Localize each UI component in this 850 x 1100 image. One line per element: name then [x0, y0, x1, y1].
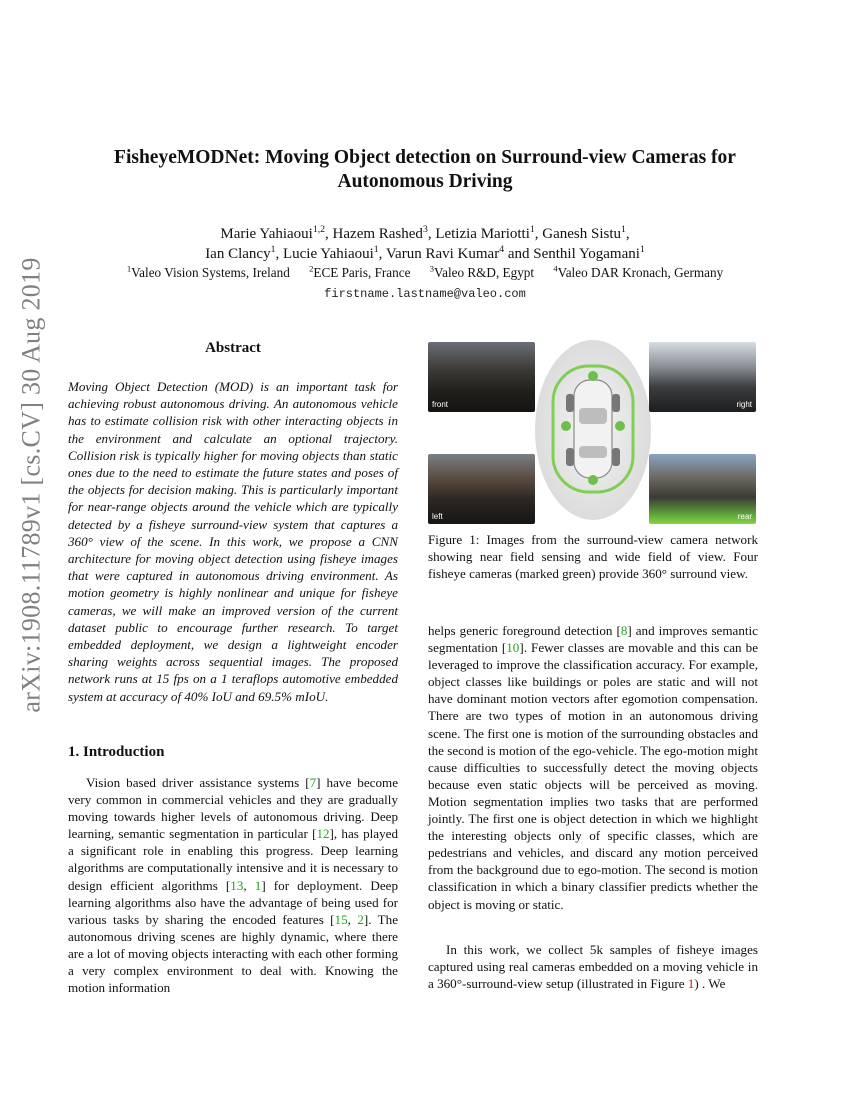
paper-title	[60, 146, 790, 194]
citation-link[interactable]: 12	[316, 826, 330, 842]
left-camera-marker	[561, 421, 571, 431]
author-affil: 1	[621, 224, 626, 235]
abstract-heading: Abstract	[205, 340, 261, 356]
author-line-2: Ian Clancy$^1$, Lucie Yahiaoui$^1$, Varun Ravi Kumar$^4$ and Senthil Yogamani$^1$	[205, 244, 645, 262]
figure-caption: Figure 1: Images from the surround-view camera network showing near field sensing and wide field of view. Four fisheye cameras (marked green) provide 360° surround view.	[428, 532, 758, 582]
affiliation: $^2$ECE Paris, France	[309, 263, 411, 280]
left-camera-image	[428, 454, 535, 524]
and-word: and	[507, 246, 530, 262]
author-name: Ganesh Sistu	[542, 226, 621, 242]
car-body	[574, 380, 612, 478]
rear-window	[579, 446, 607, 458]
author-name: Ian Clancy	[205, 246, 271, 262]
affiliation: $^1$Valeo Vision Systems, Ireland	[126, 263, 290, 280]
right-label: right	[736, 400, 752, 409]
right-camera-marker	[615, 421, 625, 431]
figure-ref-link[interactable]: 1	[687, 976, 695, 992]
author-affil: 1	[270, 244, 276, 255]
author-affil: 1	[373, 244, 379, 255]
author-affil: 4	[499, 244, 505, 255]
windshield	[579, 408, 607, 424]
front-camera-marker	[588, 371, 598, 381]
rear-label: rear	[737, 512, 752, 521]
title-line-2: Autonomous Driving	[337, 171, 513, 192]
author-affil: 1,2	[312, 224, 326, 235]
author-line-1: Marie Yahiaoui$^{1,2}$, Hazem Rashed$^3$, Letizia Mariotti$^1$, Ganesh Sistu$^1$,	[220, 224, 630, 242]
rear-camera-marker	[588, 475, 598, 485]
author-affil: 1	[639, 244, 645, 255]
figure-1	[428, 338, 758, 524]
intro-paragraph: Vision based driver assistance systems [7] have become very common in commercial vehicles and they are gradually moving towards higher levels of autonomous driving. Deep learning, semantic segmentation in particular [12], has played a significant role in enabling this progress. Deep learning algorithms are computationally intensive and it is necessary to design efficient algorithms [13, 1] for deployment. Deep learning algorithms also have the advantage of being used for various tasks by sharing the encoded features [15, 2]. The autonomous driving scenes are highly dynamic, where there are a lot of moving objects interacting with each other forming a very complex environment to deal with. Knowing the motion information	[68, 775, 399, 996]
citation-link[interactable]: 13	[230, 877, 244, 893]
author-name: Marie Yahiaoui	[220, 226, 313, 242]
intro-paragraph-continued: helps generic foreground detection [8] and improves semantic segmentation [10]. Fewer classes are movable and this can be leveraged to improve the classification accuracy. For example, object classes like buildings or poles are static and will not have dominant motion vectors after egomotion compensation. There are two types of motion in an autonomous driving scene. The first one is motion of the surrounding obstacles and the second is motion of the ego-vehicle. The ego-motion might cause difficulties to successfully detect the moving objects because even static objects will be perceived as moving. Motion segmentation implies two tasks that are performed jointly. The first one is object detection in which we highlight the interesting objects only of specific classes, which are pedestrians and vehicles, and discard any motion perceived from the background due to ego-motion. The second is motion classification in which a binary classifier predicts whether the object is moving or static.	[428, 623, 759, 912]
wheel	[566, 394, 574, 412]
author-list	[60, 224, 790, 264]
rear-camera-image	[649, 454, 756, 524]
citation-link[interactable]: 8	[620, 623, 628, 638]
citation-link[interactable]: 2	[357, 911, 364, 927]
author-name: Senthil Yogamani	[533, 246, 640, 262]
citation-link[interactable]: 10	[506, 640, 520, 656]
author-name: Varun Ravi Kumar	[385, 246, 500, 262]
affiliation: $^3$Valeo R&D, Egypt	[429, 263, 535, 280]
wheel	[612, 394, 620, 412]
author-name: Letizia Mariotti	[435, 226, 530, 242]
wheel	[566, 448, 574, 466]
citation-link[interactable]: 1	[254, 877, 262, 893]
author-name: Lucie Yahiaoui	[282, 246, 374, 262]
abstract-text: Moving Object Detection (MOD) is an important task for achieving robust autonomous driving. An autonomous vehicle has to estimate collision risk with other interacting objects in the environment and calculate an optional trajectory. Collision risk is typically higher for moving objects than static ones due to the need to estimate the future states and poses of the objects for decision making. This is particularly important for near-range objects around the vehicle which are typically detected by a fisheye surround-view system that captures a 360° view of the scene. In this work, we propose a CNN architecture for moving object detection using fisheye images that were captured in autonomous driving environment. As motion geometry is highly nonlinear and unique for fisheye cameras, we will make an improved version of the current dataset public to encourage further research. To target embedded deployment, we design a lightweight encoder sharing weights across sequential images. The proposed network runs at 15 fps on a 1 teraflops automotive embedded system at accuracy of 40% IoU and 69.5% mIoU.	[68, 379, 398, 704]
right-camera-image	[649, 342, 756, 412]
arxiv-stamp	[14, 257, 50, 713]
wheel	[612, 448, 620, 466]
citation-link[interactable]: 15	[334, 911, 348, 927]
intro-heading: 1. Introduction	[68, 744, 165, 760]
author-affil: 1	[529, 224, 535, 235]
affiliation: $^4$Valeo DAR Kronach, Germany	[553, 263, 724, 280]
arxiv-id: arXiv:1908.11789v1 [cs.CV] 30 Aug 2019	[17, 257, 47, 713]
front-camera-image	[428, 342, 535, 412]
author-email: firstname.lastname@valeo.com	[324, 287, 526, 301]
left-label: left	[432, 512, 443, 521]
citation-link[interactable]: 7	[309, 775, 317, 790]
front-label: front	[432, 400, 449, 409]
intro-paragraph-2: In this work, we collect 5k samples of fisheye images captured using real cameras embedded on a moving vehicle in a 360°-surround-view setup (illustrated in Figure 1) . We	[428, 942, 758, 992]
author-name: Hazem Rashed	[332, 226, 423, 242]
affiliations	[60, 264, 790, 282]
title-line-1: FisheyeMODNet: Moving Object detection on Surround-view Cameras for	[114, 147, 736, 168]
author-affil: 3	[422, 224, 428, 235]
